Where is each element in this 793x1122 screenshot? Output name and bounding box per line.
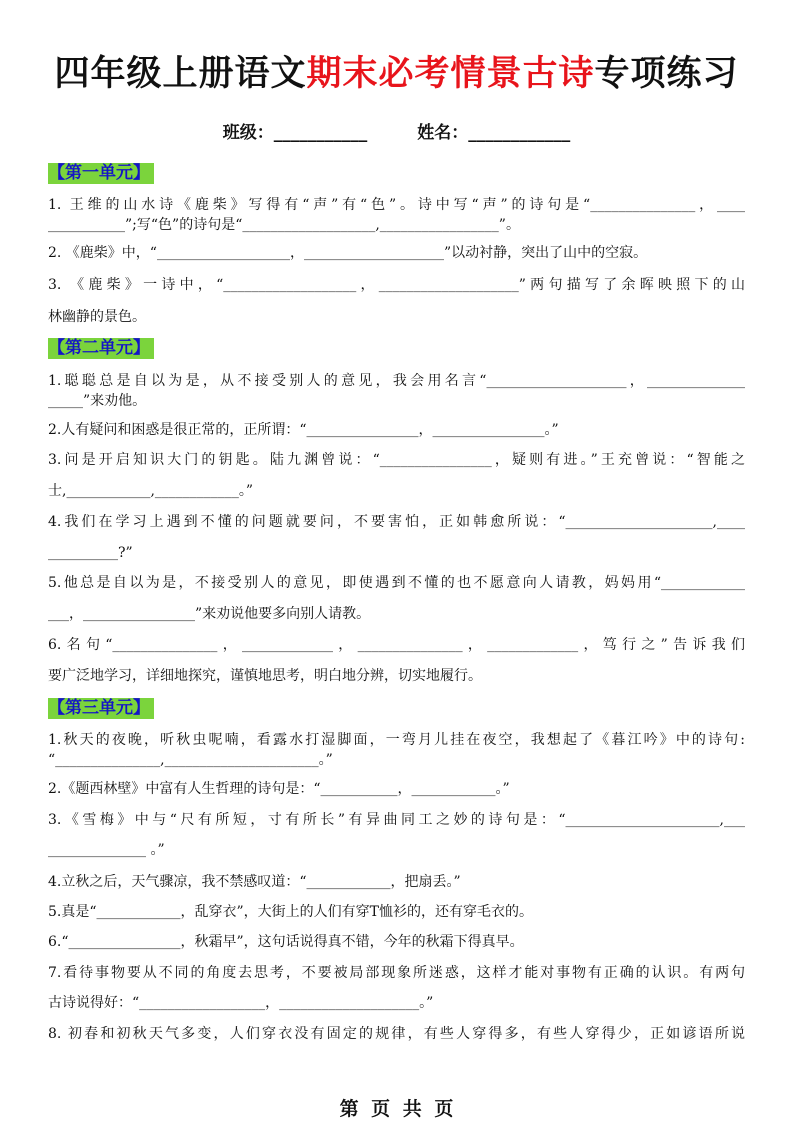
question-line: 4.我们在学习上遇到不懂的问题就要问，不要害怕，正如韩愈所说：“_____________________,____ xyxy=(48,514,745,530)
question-line: 要广泛地学习，详细地探究，谨慎地思考，明白地分辨，切实地履行。 xyxy=(48,668,482,684)
question-line: 2.人有疑问和困惑是很正常的，正所谓：“________________，________________。” xyxy=(48,422,559,438)
page-title: 四年级上册语文期末必考情景古诗专项练习 xyxy=(54,54,739,94)
question-line: 1.聪聪总是自以为是，从不接受别人的意见，我会用名言“____________________，______________ xyxy=(48,373,745,389)
question-line: ______________ 。” xyxy=(48,842,165,858)
question-line: 6.名句“_______________，_____________，_______________，_____________，笃行之”告诉我们 xyxy=(48,637,745,653)
question-line: 3. 《鹿柴》一诗中，“___________________，____________________”两句描写了余晖映照下的山 xyxy=(48,277,745,293)
question-line: 2. 《鹿柴》中，“___________________，____________________”以动衬静，突出了山中的空寂。 xyxy=(48,245,648,261)
question-line: 林幽静的景色。 xyxy=(48,309,146,325)
question-line: 6.“________________，秋霜早”，这句话说得真不错，今年的秋霜下得真早。 xyxy=(48,934,524,950)
question-line: ___，________________”来劝说他要多向别人请教。 xyxy=(48,606,371,622)
question-line: 3.《雪梅》中与“尺有所短，寸有所长”有异曲同工之妙的诗句是：“______________________,___ xyxy=(48,812,745,828)
question-line: 3.问是开启知识大门的钥匙。陆九渊曾说：“________________，疑则有进。”王充曾说：“智能之 xyxy=(48,452,745,468)
question-line: 1.秋天的夜晚，听秋虫呢喃，看露水打湿脚面，一弯月儿挂在夜空，我想起了《暮江吟》中的诗句: xyxy=(48,732,745,748)
question-line: _____”来劝他。 xyxy=(48,393,147,409)
question-line: 8. 初春和初秋天气多变，人们穿衣没有固定的规律，有些人穿得多，有些人穿得少，正如谚语所说 xyxy=(48,1026,745,1042)
section-header: 【第一单元】 xyxy=(48,163,154,184)
student-info xyxy=(0,118,793,143)
question-line: “_______________,______________________。” xyxy=(48,752,333,768)
question-line: 7.看待事物要从不同的角度去思考，不要被局部现象所迷惑，这样才能对事物有正确的认识。有两句 xyxy=(48,965,745,981)
question-line: 2.《题西林壁》中富有人生哲理的诗句是：“___________，____________。” xyxy=(48,781,510,797)
title-highlight: 期末必考情景古诗 xyxy=(306,54,595,94)
question-line: 1. 王维的山水诗《鹿柴》写得有“声”有“色”。诗中写“声”的诗句是“_______________，____ xyxy=(48,197,745,213)
class-field[interactable]: 班级：___________ xyxy=(222,123,368,143)
question-line: 4.立秋之后，天气骤凉，我不禁感叹道：“____________，把扇丢。” xyxy=(48,874,461,890)
question-line: 古诗说得好：“__________________，____________________。” xyxy=(48,995,434,1011)
section-header: 【第三单元】 xyxy=(48,698,154,719)
page-footer: 第 页 共 页 xyxy=(339,1098,454,1120)
question-line: 士,____________,____________。” xyxy=(48,483,254,499)
section-header: 【第二单元】 xyxy=(48,338,154,359)
question-line: __________?” xyxy=(48,545,133,561)
name-field[interactable]: 姓名：____________ xyxy=(417,123,571,143)
question-line: 5.他总是自以为是，不接受别人的意见，即使遇到不懂的也不愿意向人请教，妈妈用“____________ xyxy=(48,575,745,591)
question-line: ___________”;写“色”的诗句是“___________________,_________________”。 xyxy=(48,217,520,233)
question-line: 5.真是“____________，乱穿衣”，大街上的人们有穿T恤衫的，还有穿毛衣的。 xyxy=(48,904,534,920)
